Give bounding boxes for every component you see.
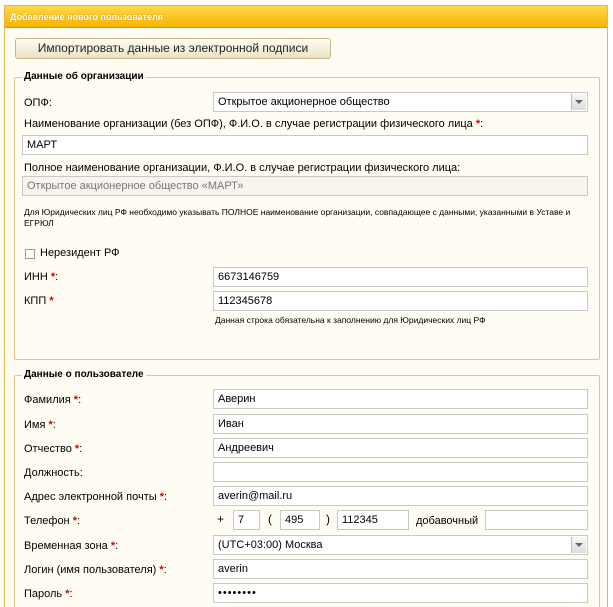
inn-input[interactable]: 6673146759 [213,267,588,287]
nonresident-checkbox[interactable] [25,249,35,259]
firstname-label: Имя *: [24,419,56,431]
kpp-note: Данная строка обязательна к заполнению для Юридических лиц РФ [215,315,486,325]
login-label: Логин (имя пользователя) *: [24,564,167,576]
required-mark: * [48,419,53,431]
full-name-note: Для Юридических лиц РФ необходимо указывать ПОЛНОЕ наименование организации, совпадающее с данными, указанными в Уставе и ЕГРЮЛ [24,207,571,228]
password-label: Пароль *: [24,588,73,600]
required-mark: * [74,443,80,455]
add-user-window [4,5,608,607]
org-name-input[interactable]: МАРТ [22,135,588,155]
org-full-name-label: Полное наименование организации, Ф.И.О. в случае регистрации физического лица: [24,162,461,174]
opf-label: ОПФ: [24,97,52,109]
phone-number-input[interactable]: 112345 [337,510,409,530]
timezone-label: Временная зона *: [24,540,119,552]
required-mark: * [50,271,56,283]
patronymic-input[interactable]: Андреевич [213,438,588,458]
opf-selected-value: Открытое акционерное общество [218,96,390,108]
phone-plus: + [217,512,225,526]
required-mark: * [159,491,164,503]
required-mark: * [110,540,116,552]
org-name-label: Наименование организации (без ОПФ), Ф.И.О. в случае регистрации физического лица *: [24,118,484,130]
login-input[interactable]: averin [213,559,588,579]
required-mark: * [159,564,164,576]
timezone-select[interactable] [213,535,588,555]
password-input[interactable]: •••••••• [213,583,588,603]
import-from-signature-button[interactable]: Импортировать данные из электронной подписи [15,38,331,59]
window-title: Добавление нового пользователя [10,12,164,22]
firstname-input[interactable]: Иван [213,414,588,434]
kpp-label: КПП * [24,295,54,307]
lastname-input[interactable]: Аверин [213,389,588,409]
patronymic-label: Отчество *: [24,443,83,455]
timezone-selected-value: (UTC+03:00) Москва [218,539,323,551]
required-mark: * [72,515,77,527]
phone-ext-input[interactable] [485,510,588,530]
user-legend: Данные о пользователе [24,369,144,380]
chevron-down-icon[interactable] [571,537,586,553]
phone-code-input[interactable]: 495 [280,510,320,530]
opf-select[interactable] [213,92,588,112]
org-full-name-input[interactable]: Открытое акционерное общество «МАРТ» [22,176,588,196]
phone-open-paren: ( [268,512,272,526]
position-label: Должность: [24,467,83,479]
email-input[interactable]: averin@mail.ru [213,486,588,506]
inn-label: ИНН *: [24,271,59,283]
nonresident-label: Нерезидент РФ [40,247,120,259]
chevron-down-icon[interactable] [571,94,586,110]
required-mark: * [475,118,481,130]
required-mark: * [65,588,70,600]
required-mark: * [49,295,54,307]
position-input[interactable] [213,462,588,482]
required-mark: * [73,394,79,406]
lastname-label: Фамилия *: [24,394,82,406]
kpp-input[interactable]: 112345678 [213,291,588,311]
phone-country-input[interactable]: 7 [233,510,260,530]
email-label: Адрес электронной почты *: [24,491,168,503]
organization-legend: Данные об организации [24,71,144,82]
phone-close-paren: ) [326,512,330,526]
window-titlebar [5,6,607,28]
phone-ext-label: добавочный [416,515,479,527]
phone-label: Телефон *: [24,515,81,527]
